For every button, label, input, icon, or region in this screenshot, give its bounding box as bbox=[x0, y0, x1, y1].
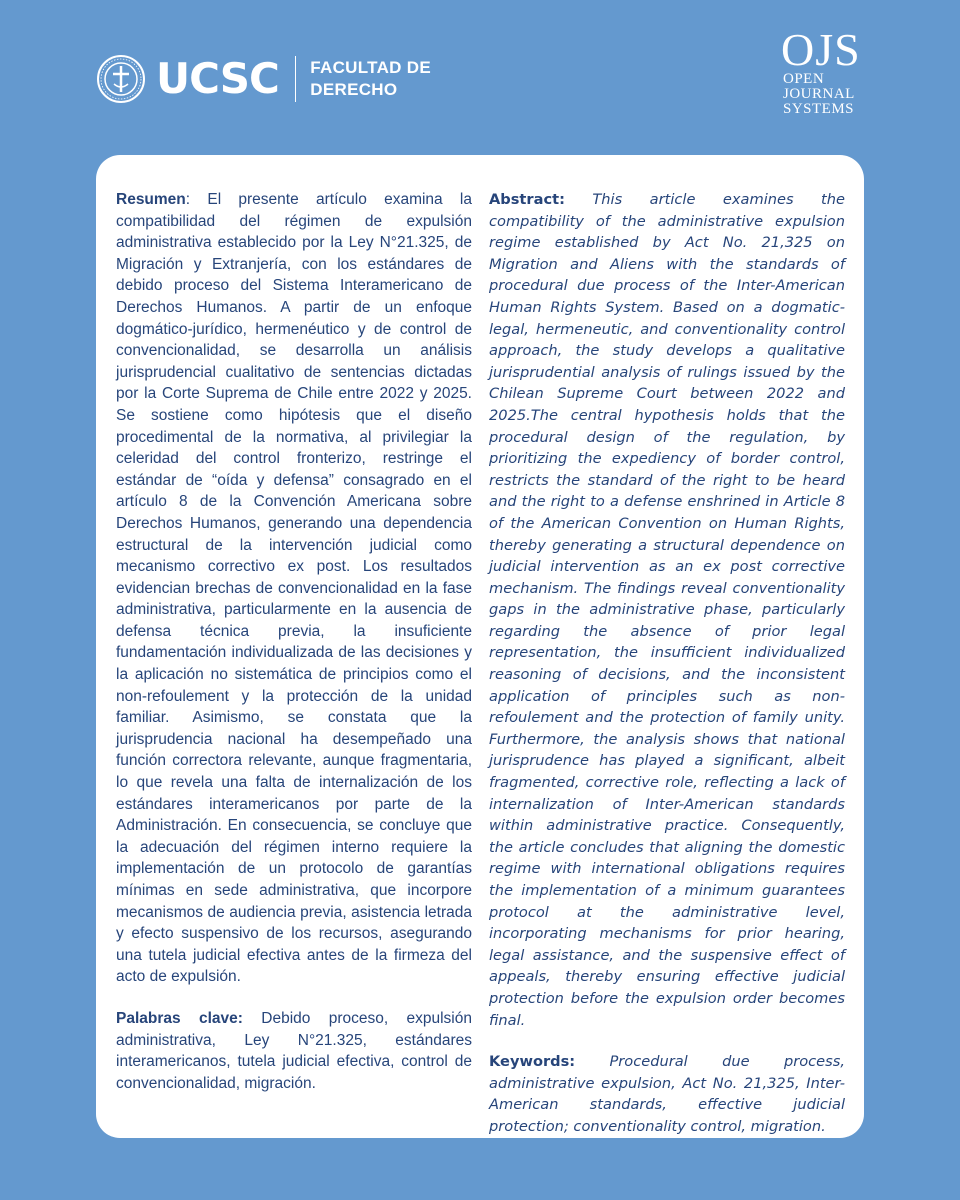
resumen-text: : El presente artículo examina la compatibilidad del régimen de expulsión administrativa establecido por la Ley N°21.325, de Migración y Extranjería, con los estándares de debido proceso del Sistema Interamericano de Derechos Humanos. A partir de un enfoque dogmático-jurídico, hermenéutico y de control de convencionalidad, se desarrolla un análisis jurisprudencial cualitativo de sentencias dictadas por la Corte Suprema de Chile entre 2022 y 2025. Se sostiene como hipótesis que el diseño procedimental de la normativa, al privilegiar la celeridad del control fronterizo, restringe el estándar de “oída y defensa” consagrado en el artículo 8 de la Convención Americana sobre Derechos Humanos, generando una dependencia estructural de la intervención judicial como mecanismo correctivo ex post. Los resultados evidencian brechas de convencionalidad en la fase administrativa, particularmente en la ausencia de defensa técnica previa, la insuficiente fundamentación individualizada de las decisiones y la aplicación no sistemática de principios como el non-refoulement y la protección de la unidad familiar. Asimismo, se constata que la jurisprudencia nacional ha desempeñado una función correctora relevante, aunque fragmentaria, lo que revela una falta de internalización de los estándares interamericanos por parte de la Administración. En consecuencia, se concluye que la adecuación del régimen interno requiere la implementación de un protocolo de garantías mínimas en sede administrativa, que incorpore mecanismos de audiencia previa, asistencia letrada y efecto suspensivo de los recursos, asegurando una tutela judicial efectiva antes de la firmeza del acto de expulsión. bbox=[116, 191, 472, 986]
english-column bbox=[489, 189, 845, 1158]
faculty-line-1: FACULTAD DE bbox=[310, 58, 431, 77]
ojs-line-1: OPEN bbox=[783, 71, 825, 87]
palabras-clave-paragraph bbox=[116, 1008, 472, 1094]
palabras-clave-label: Palabras clave: bbox=[116, 1009, 243, 1027]
ucsc-logo bbox=[96, 50, 431, 108]
abstract-paragraph bbox=[489, 189, 845, 1031]
abstract-label: Abstract: bbox=[489, 191, 565, 208]
header-divider bbox=[295, 56, 297, 102]
keywords-paragraph bbox=[489, 1051, 845, 1137]
resumen-label: Resumen bbox=[116, 191, 186, 208]
ojs-abbrev: OJS bbox=[781, 24, 861, 75]
spanish-column bbox=[116, 189, 472, 1114]
keywords-label: Keywords: bbox=[489, 1053, 576, 1071]
faculty-line-2: DERECHO bbox=[310, 80, 398, 99]
abstract-text: This article examines the compatibility of the administrative expulsion regime established by Act No. 21,325 on Migration and Aliens with the standards of procedural due process of the Inter-American Human Rights System. Based on a dogmatic-legal, hermeneutic, and conventionality control approach, the study develops a qualitative jurisprudential analysis of rulings issued by the Chilean Supreme Court between 2022 and 2025.The central hypothesis holds that the procedural design of the regulation, by prioritizing the expediency of border control, restricts the standard of the right to be heard and the right to a defense enshrined in Article 8 of the American Convention on Human Rights, thereby generating a structural dependence on judicial intervention as an ex post corrective mechanism. The findings reveal conventionality gaps in the administrative phase, particularly regarding the absence of prior legal representation, the insufficient individualized reasoning of decisions, and the inconsistent application of principles such as non-refoulement and the protection of family unity. Furthermore, the analysis shows that national jurisprudence has played a significant, albeit fragmented, corrective role, reflecting a lack of internalization of Inter-American standards within administrative practice. Consequently, the article concludes that aligning the domestic regime with international obligations requires the implementation of a minimum guarantees protocol at the administrative level, incorporating mechanisms for prior hearing, legal assistance, and the suspensive effect of appeals, thereby ensuring effective judicial protection before the expulsion order becomes final. bbox=[489, 191, 845, 1029]
keywords-text: Procedural due process, administrative expulsion, Act No. 21,325, Inter-American standards, effective judicial protection; conventionality control, migration. bbox=[489, 1053, 845, 1135]
resumen-paragraph bbox=[116, 189, 472, 988]
faculty-name bbox=[310, 57, 431, 101]
palabras-clave-text: Debido proceso, expulsión administrativa, Ley N°21.325, estándares interamericanos, tutela judicial efectiva, control de convencionalidad, migración. bbox=[116, 1009, 472, 1092]
university-seal-icon bbox=[96, 52, 146, 106]
ojs-line-3: SYSTEMS bbox=[783, 101, 855, 117]
ojs-logo bbox=[781, 24, 871, 117]
abstract-card bbox=[96, 155, 864, 1138]
ojs-line-2: JOURNAL bbox=[783, 86, 855, 102]
ucsc-wordmark: UCSC bbox=[156, 54, 279, 103]
